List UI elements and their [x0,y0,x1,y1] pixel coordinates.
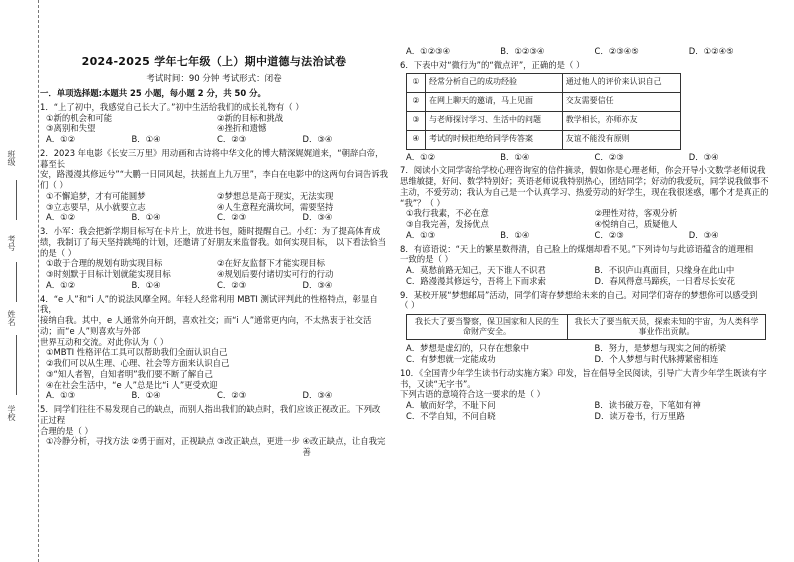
choice-d[interactable]: D．③④ [688,229,719,240]
choice-a[interactable]: A．①③ [46,390,76,401]
statement: ②勇于面对，正视缺点 [131,436,215,447]
section-title: 一．单项选择题:本题共 25 小题，每小题 2 分，共 50 分。 [40,88,266,98]
question-stem: 3．小军：我会把新学期目标写在卡片上，放进书包，随时提醒自己。小红：为了提高体育成 [40,226,381,236]
choice-list [40,212,388,223]
choice-c[interactable]: C．②③ [594,229,624,240]
statement-list [40,258,388,280]
binding-label-school: 学校 [7,405,16,421]
behavior-cell: 考试的时候拒绝给同学传答案 [426,130,563,149]
question-stem: 1．“上了初中，我感觉自己长大了。”初中生活给我们的成长礼物有（ ） [40,101,304,112]
behavior-cell: 与老师探讨学习、生活中的问题 [426,111,563,130]
choice-list [400,230,783,241]
binding-line [16,180,17,220]
question-stem: 6．下表中对“微行为”的“微点评”，正确的是（ ） [400,59,585,70]
question-stem: 世界互动和交流。对此你认为（ ） [40,336,169,347]
choice-a[interactable]: A．①② [46,279,76,290]
row-number: ② [407,92,426,111]
choice-b[interactable]: B．①④ [131,212,161,223]
question-3 [40,226,388,291]
question-stem: “我”？（ ） [400,197,445,208]
choice-b[interactable]: B．①④ [131,279,161,290]
table-row [407,73,681,92]
choice-b[interactable]: B．①④ [500,229,530,240]
binding-label-class: 班级 [7,150,16,166]
choice-list [400,400,783,422]
question-stem: 2．2023 年电影《长安三万里》用动画和古诗将中华文化的博大精深娓娓道来，“朝辞白帝，暮至长 [40,147,384,169]
choice-c[interactable]: C．不学自知，不问自晓 [406,410,496,421]
statement: ①我行我素，不必在意 [406,208,489,219]
table-row [407,315,766,340]
choice-a[interactable]: A．莫愁前路无知己，天下谁人不识君 [406,265,546,275]
choice-d[interactable]: D．春风得意马蹄疾，一日看尽长安花 [594,275,735,286]
statement: ③改正缺点，更进一步 [217,436,300,447]
left-column [40,86,388,458]
dream-table [406,314,766,340]
choice-d[interactable]: D．③④ [688,151,719,162]
choice-a[interactable]: A．①② [406,151,436,162]
row-number: ③ [407,111,426,130]
choice-a[interactable]: A．①②③④ [406,46,451,56]
statement-list [40,113,388,135]
table-row [407,130,681,149]
statement: ③时刻默于目标计划就能实现目标 [46,269,171,279]
choice-a[interactable]: A．敏而好学，不耻下问 [406,400,496,411]
question-stem: 们（ ） [40,180,68,190]
choice-list [400,265,783,287]
comment-cell: 交友需要信任 [562,92,680,111]
question-stem: 8．有谚语说：“天上的繁星数得清，自己脸上的煤烟却看不见。”下列诗句与此谚语蕴含的道理相 [400,243,754,254]
question-stem: 安，路漫漫其修远兮”“大鹏一日同风起，扶摇直上九万里”，李白在电影中的这两句台词告诉我 [40,169,389,180]
choice-list [40,280,388,291]
question-2 [40,148,388,223]
choice-c[interactable]: C．有梦想就一定能成功 [406,354,496,365]
table-row [407,92,681,111]
question-stem: 4．“e 人”和“i 人”的说法风靡全网。年轻人经常利用 MBTI 测试评判此的性格特点，彰显自我， [40,293,378,315]
statement-list [40,436,388,458]
statement-list [40,191,388,213]
statement: ②理性对待，客观分析 [594,208,678,219]
choice-c[interactable]: C．②③ [217,279,247,290]
question-stem: 5．同学们往往不易发现自己的缺点，而别人指出我们的缺点时，我们应该正视改正。下列改正过程 [40,404,381,425]
question-4 [40,294,388,402]
choice-c[interactable]: C．②③ [217,390,247,401]
question-stem: （ ） [400,300,420,311]
choice-d[interactable]: D．③④ [302,390,333,401]
statement: ③离别和失望 [46,123,96,134]
choice-d[interactable]: D．③④ [302,212,333,223]
choice-d[interactable]: D．个人梦想与时代脉搏紧密相连 [594,354,719,365]
question-stem: 的是（ ） [40,247,77,258]
choice-b[interactable]: B．读书破万卷，下笔如有神 [594,400,701,411]
question-stem: 主动，不爱劳动；我认为自己是一个认真学习、热爱劳动的好学生，现在我很迷惑，哪个才是真正的 [400,186,769,197]
choice-a[interactable]: A．①② [46,134,76,144]
exam-title: 2024-2025 学年七年级（上）期中道德与法治试卷 [81,55,347,68]
binding-margin [0,0,39,562]
binding-line [16,335,17,395]
comment-cell: 友谊不能没有原则 [562,130,680,149]
choice-list [40,390,388,401]
table-row [407,111,681,130]
statement: ④挫折和遗憾 [217,123,267,134]
choice-d[interactable]: D．③④ [302,134,333,144]
question-stem: 合理的是（ ） [40,425,93,436]
statement: ②梦想总是高于现实，无法实现 [217,190,334,201]
dream-cell: 我长大了要当航天员，探索未知的宇宙，为人类科学事业作出贡献。 [567,315,765,340]
exam-header [40,53,388,84]
statement-list [400,208,783,230]
question-stem: 9．某校开展“梦想邮局”活动，同学们寄存梦想给未来的自己。对同学们寄存的梦想你可以感受到 [400,289,758,300]
statement: ③“知人者智，自知者明”我们要不断了解自己 [46,368,213,379]
choice-c[interactable]: C．路漫漫其修远兮，吾将上下而求索 [406,275,546,286]
choice-b[interactable]: B．①④ [131,134,161,144]
question-stem: 7．阅读小文同学寄给学校心理咨询室的信件摘录，假如你是心理老师，你会开导小文数学老师说我 [400,165,766,176]
question-5 [40,404,388,458]
choice-b[interactable]: B．努力，是梦想与现实之间的桥梁 [594,343,726,354]
q5-choice-list [400,46,783,57]
dream-cell: 我长大了要当警察，保卫国家和人民的生命财产安全。 [407,315,568,340]
statement: ④规划后要付诸切实可行的行动 [217,269,334,279]
question-9 [400,290,783,365]
statement: ①冷静分析，寻找方法 [46,436,129,447]
binding-label-number: 考号 [7,235,16,251]
question-6 [400,60,783,163]
statement: ④人生意程充满坎坷，需要坚持 [217,201,334,212]
question-stem: 绩，我制订了每天坚持跳绳的计划，还邀请了好朋友来监督我。如何实现目标， 以下看法恰当 [40,236,387,247]
question-10 [400,368,783,422]
statement: ④悦纳自己，质疑他人 [594,219,678,229]
choice-b[interactable]: B．①④ [500,151,530,162]
statement: ①敢于合理的规划有助实现目标 [46,258,163,269]
question-stem: 一致的是（ ） [400,254,453,265]
binding-label-name: 姓名 [7,310,16,326]
choice-a[interactable]: A．①② [46,212,76,223]
choice-d[interactable]: D．读万卷书，行万里路 [594,410,685,421]
binding-line [16,262,17,302]
choice-c[interactable]: C．②③ [594,151,624,162]
statement: ②我们可以从生理、心理、社会等方面来认识自己 [46,358,230,368]
comment-cell: 通过他人的评价来认识自己 [562,73,680,92]
row-number: ④ [407,130,426,149]
choice-a[interactable]: A．梦想是虚幻的，只存在想象中 [406,343,529,354]
choice-b[interactable]: B．不识庐山真面目，只缘身在此山中 [594,265,735,275]
statement: ④在社会生活中，“e 人”总是比“i 人”更受欢迎 [46,379,218,390]
statement: ④改正缺点，让自我完善 [302,436,386,457]
choice-c[interactable]: C．②③ [217,134,247,144]
statement: ①不懈追梦，才有可能圆梦 [46,190,146,201]
question-stem: 接纳自我。其中，e 人通常外向开朗，喜欢社交；而“i 人”通常更内向，不太热衷于社交活动；而“e 人”则喜欢与外部 [40,315,372,336]
statement: ①MBTI 性格评估工具可以帮助我们全面认识自己 [46,347,228,358]
choice-list [40,134,388,145]
behavior-cell: 在网上聊天的邀请，马上见面 [426,92,563,111]
behavior-cell: 经常分析自己的成功经验 [426,73,563,92]
comment-cell: 教学相长，亦师亦友 [562,111,680,130]
choice-b[interactable]: B．①②③④ [500,46,545,56]
choice-d[interactable]: D．①②④⑤ [688,46,734,56]
statement: ③自我完善，发扬优点 [406,219,489,229]
statement: ①新的机会和可能 [46,112,113,123]
question-stem: 思维敏捷，好问、数学特别好；英语老师说我特别热心，团结同学；好动的我爱玩，同学说我做事不 [400,176,769,186]
question-stem: 10．《全国青少年学生读书行动实施方案》印发，旨在倡导全民阅读，引导广大青少年学生既读有字书，又读“无字书”。 [400,367,767,389]
behavior-table [406,73,681,150]
question-1 [40,102,388,145]
choice-c[interactable]: C．②③④⑤ [594,46,639,56]
choice-list [400,343,783,365]
question-stem: 下列古语的意境符合这一要求的是（ ） [400,389,546,400]
statement: ②在好友监督下才能实现目标 [217,258,326,269]
right-column [400,46,783,422]
question-7 [400,165,783,240]
choice-list [400,152,783,163]
choice-b[interactable]: B．①④ [131,390,161,401]
statement: ③立志要早，从小就要立志 [46,201,146,212]
question-8 [400,244,783,287]
statement: ②新的目标和挑战 [217,112,284,123]
exam-info: 考试时间：90 分钟 考试形式：闭卷 [146,74,282,84]
choice-d[interactable]: D．③④ [302,279,333,290]
choice-c[interactable]: C．②③ [217,212,247,223]
choice-a[interactable]: A．①③ [406,229,436,240]
row-number: ① [407,73,426,92]
